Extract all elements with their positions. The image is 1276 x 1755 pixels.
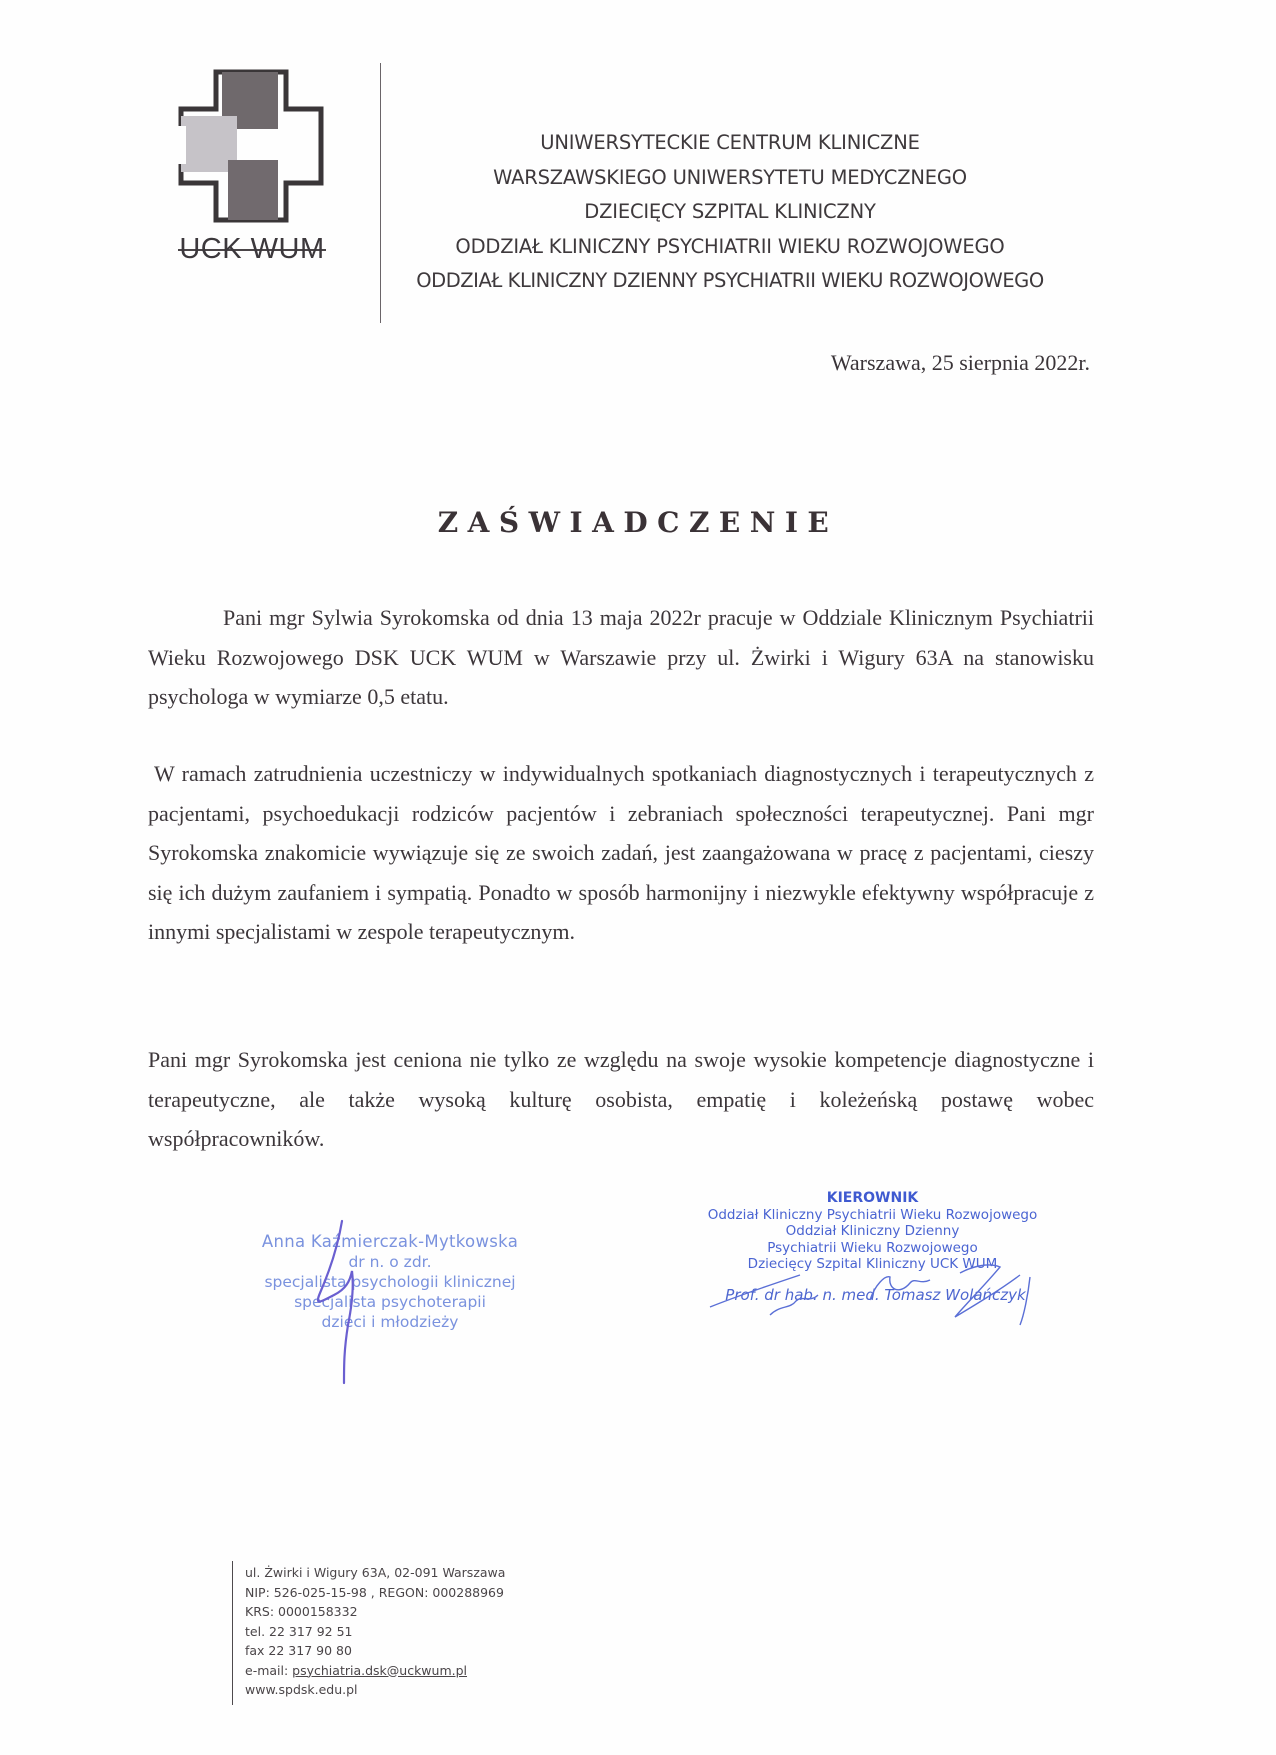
cross-logo-graphic xyxy=(178,66,328,236)
footer-tel: tel. 22 317 92 51 xyxy=(245,1623,353,1639)
document-date: Warszawa, 25 sierpnia 2022r. xyxy=(830,350,1090,375)
footer-email-row xyxy=(245,1661,505,1681)
stamp-line: dzieci i młodzieży xyxy=(321,1313,459,1331)
paragraph-duties xyxy=(148,754,1094,952)
stamp-head-of-department xyxy=(690,1190,1055,1303)
logo-label: UCK WUM xyxy=(179,233,325,265)
footer-fax: fax 22 317 90 80 xyxy=(245,1643,352,1658)
stamp-psychologist xyxy=(240,1232,540,1332)
stamp-line: specjalista psychologii klinicznej xyxy=(264,1273,516,1291)
header-divider xyxy=(380,63,381,323)
stamp-line: specjalista psychoterapii xyxy=(294,1293,486,1311)
institution-line: UNIWERSYTECKIE CENTRUM KLINICZNE xyxy=(540,131,920,154)
stamp-line: Oddział Kliniczny Dzienny xyxy=(785,1223,960,1239)
stamp-line: Dziecięcy Szpital Kliniczny UCK WUM xyxy=(747,1256,998,1272)
footer-krs: KRS: 0000158332 xyxy=(245,1604,358,1619)
paragraph-assessment: Pani mgr Syrokomska jest ceniona nie tylko ze względu na swoje wysokie kompetencje diagnostyczne i terapeutyczne, ale także wysoką kulturę osobista, empatię i koleżeńską postawę wobec współpracowników. xyxy=(148,1047,1094,1151)
stamp-line: Psychiatrii Wieku Rozwojowego xyxy=(767,1239,978,1256)
stamp-line: dr n. o zdr. xyxy=(348,1253,432,1271)
footer-website[interactable]: www.spdsk.edu.pl xyxy=(245,1682,358,1697)
footer-email-label: e-mail: xyxy=(245,1662,293,1678)
institution-line: WARSZAWSKIEGO UNIWERSYTETU MEDYCZNEGO xyxy=(493,165,967,189)
institution-header xyxy=(390,126,1070,299)
stamp-role: KIEROWNIK xyxy=(826,1190,919,1206)
stamp-line: Oddział Kliniczny Psychiatrii Wieku Rozwojowego xyxy=(707,1206,1038,1223)
footer-divider xyxy=(232,1561,233,1705)
stamp-name: Anna Kaźmierczak-Mytkowska xyxy=(261,1232,519,1251)
institution-line: ODDZIAŁ KLINICZNY PSYCHIATRII WIEKU ROZWOJOWEGO xyxy=(455,234,1005,258)
paragraph-employment: Pani mgr Sylwia Syrokomska od dnia 13 maja 2022r pracuje w Oddziale Klinicznym Psychiatrii Wieku Rozwojowego DSK UCK WUM w Warszawie przy ul. Żwirki i Wigury 63A na stanowisku psychologa w wymiarze 0,5 etatu. xyxy=(148,605,1094,709)
stamp-signatory: Prof. dr hab. n. med. Tomasz Wolańczyk xyxy=(725,1285,1026,1304)
document-title: ZAŚWIADCZENIE xyxy=(437,506,839,539)
paragraph-duties-text: W ramach zatrudnienia uczestniczy w indywidualnych spotkaniach diagnostycznych i terapeutycznych z pacjentami, psychoedukacji rodziców pacjentów i zebraniach społeczności terapeutycznej. Pani mgr Syrokomska znakomicie wywiązuje się ze swoich zadań, jest zaangażowana w pracę z pacjentami, cieszy się ich dużym zaufaniem i sympatią. Ponadto w sposób harmonijny i niezwykle efektywny współpracuje z innymi specjalistami w zespole terapeutycznym. xyxy=(148,761,1094,944)
footer-contact xyxy=(245,1563,505,1700)
footer-address: ul. Żwirki i Wigury 63A, 02-091 Warszawa xyxy=(245,1565,506,1580)
institution-line: ODDZIAŁ KLINICZNY DZIENNY PSYCHIATRII WIEKU ROZWOJOWEGO xyxy=(416,269,1044,292)
footer-email-link[interactable]: psychiatria.dsk@uckwum.pl xyxy=(292,1662,468,1678)
footer-nip-regon: NIP: 526-025-15-98 , REGON: 000288969 xyxy=(245,1584,504,1600)
institution-line: DZIECIĘCY SZPITAL KLINICZNY xyxy=(584,200,876,223)
